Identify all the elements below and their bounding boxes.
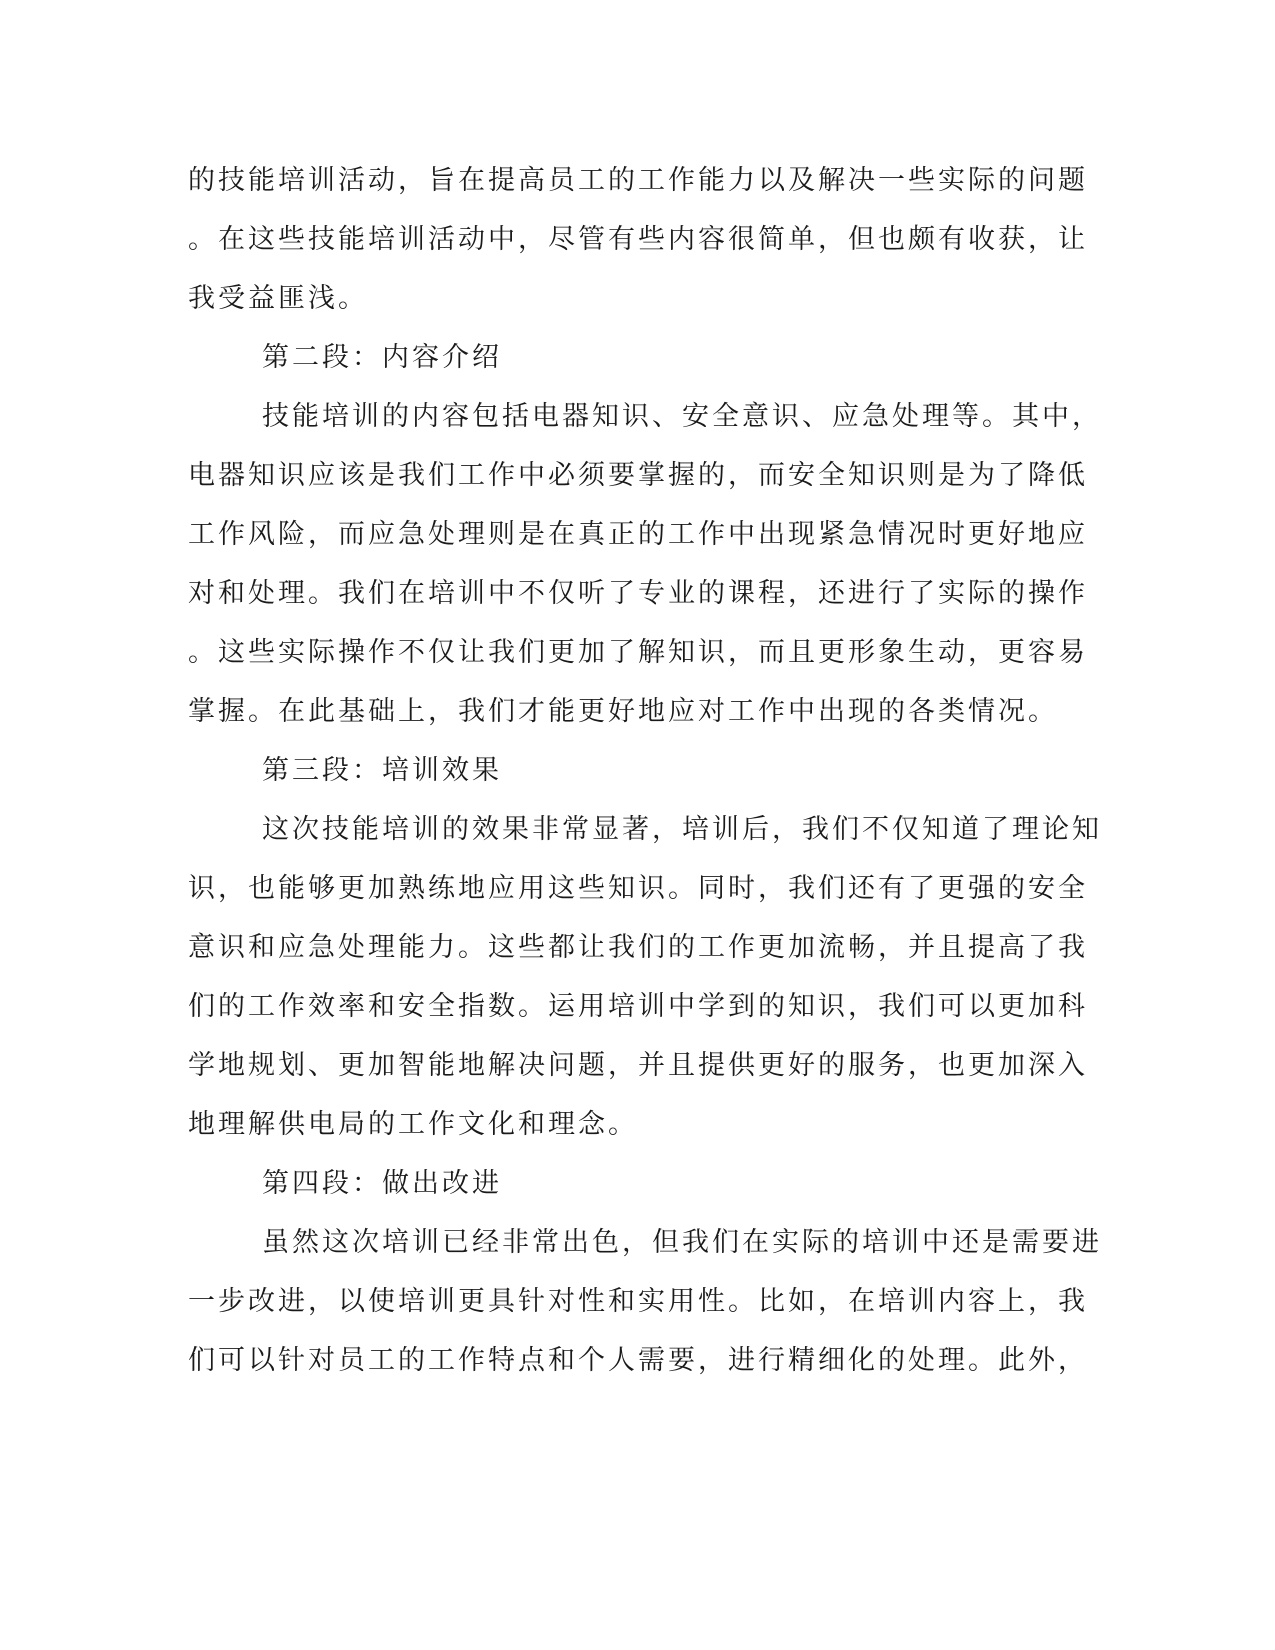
body-line: 。在这些技能培训活动中，尽管有些内容很简单，但也颇有收获，让 xyxy=(188,224,1088,255)
section-heading: 第二段：内容介绍 xyxy=(262,342,502,373)
body-line: 识，也能够更加熟练地应用这些知识。同时，我们还有了更强的安全 xyxy=(188,873,1088,904)
body-line: 对和处理。我们在培训中不仅听了专业的课程，还进行了实际的操作 xyxy=(188,578,1088,609)
body-line: 这次技能培训的效果非常显著，培训后，我们不仅知道了理论知 xyxy=(262,814,1102,845)
body-line: 电器知识应该是我们工作中必须要掌握的，而安全知识则是为了降低 xyxy=(188,460,1088,491)
body-line: 的技能培训活动，旨在提高员工的工作能力以及解决一些实际的问题 xyxy=(188,165,1088,196)
body-line: 地理解供电局的工作文化和理念。 xyxy=(188,1109,638,1140)
section-heading: 第四段：做出改进 xyxy=(262,1168,502,1199)
body-line: 虽然这次培训已经非常出色，但我们在实际的培训中还是需要进 xyxy=(262,1227,1102,1258)
body-line: 。这些实际操作不仅让我们更加了解知识，而且更形象生动，更容易 xyxy=(188,637,1088,668)
body-line: 我受益匪浅。 xyxy=(188,283,368,314)
body-line: 一步改进，以使培训更具针对性和实用性。比如，在培训内容上，我 xyxy=(188,1286,1088,1317)
body-line: 们的工作效率和安全指数。运用培训中学到的知识，我们可以更加科 xyxy=(188,991,1088,1022)
body-line: 学地规划、更加智能地解决问题，并且提供更好的服务，也更加深入 xyxy=(188,1050,1088,1081)
body-line: 们可以针对员工的工作特点和个人需要，进行精细化的处理。此外， xyxy=(188,1345,1088,1376)
body-line: 工作风险，而应急处理则是在真正的工作中出现紧急情况时更好地应 xyxy=(188,519,1088,550)
body-line: 掌握。在此基础上，我们才能更好地应对工作中出现的各类情况。 xyxy=(188,696,1058,727)
body-line: 技能培训的内容包括电器知识、安全意识、应急处理等。其中， xyxy=(262,401,1102,432)
section-heading: 第三段：培训效果 xyxy=(262,755,502,786)
body-line: 意识和应急处理能力。这些都让我们的工作更加流畅，并且提高了我 xyxy=(188,932,1088,963)
